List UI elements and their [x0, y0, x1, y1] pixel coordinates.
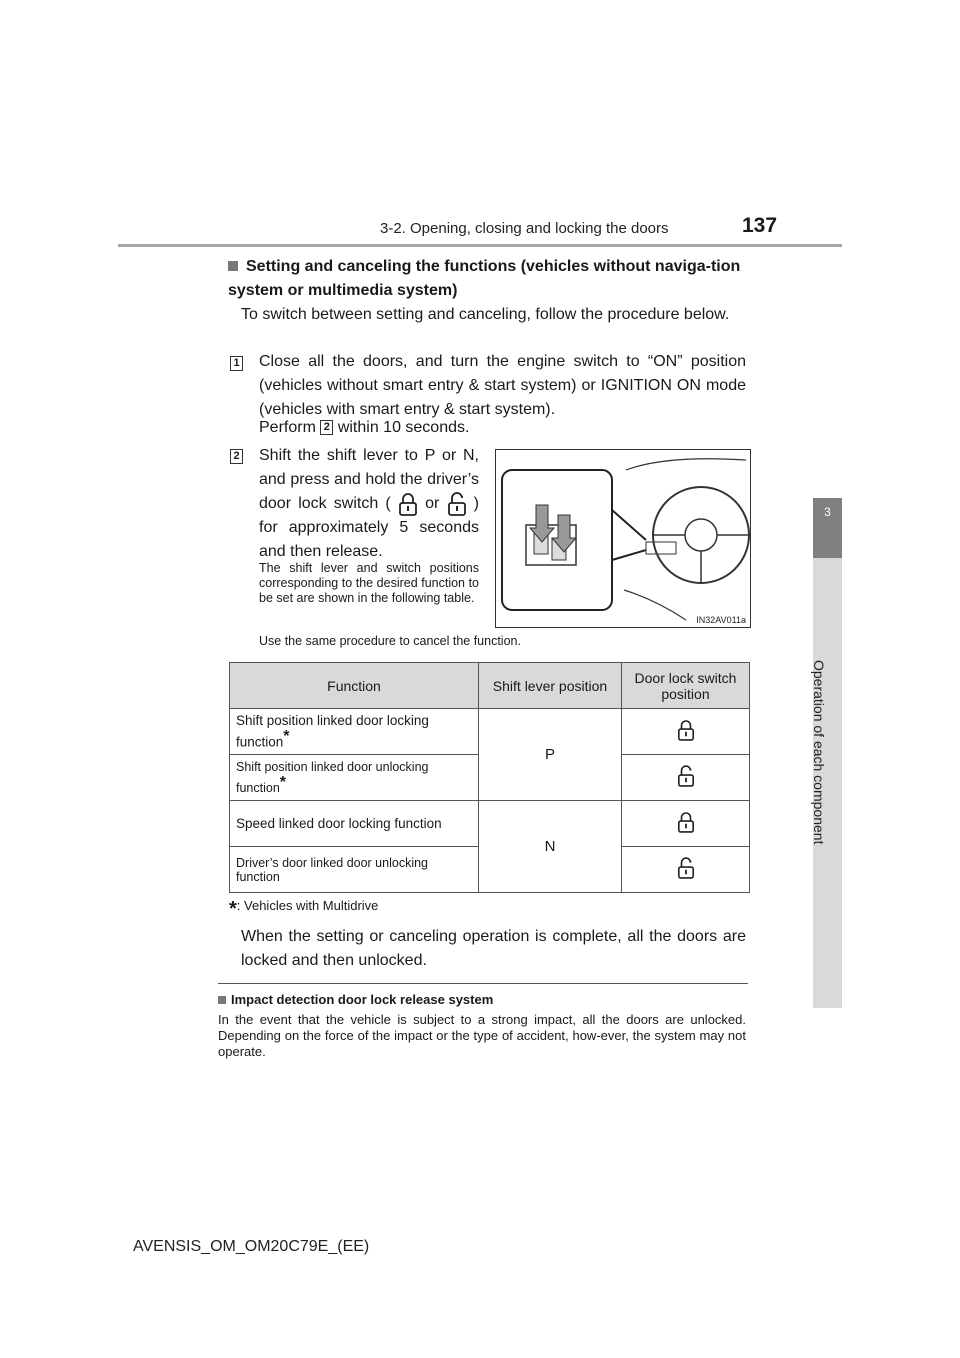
step-2-badge: 2: [230, 449, 243, 464]
shift-cell-n: N: [479, 801, 622, 893]
table-row: [230, 801, 750, 847]
table-header-shift: Shift lever position: [479, 663, 622, 709]
lock-icon: [677, 811, 695, 833]
switch-cell: [622, 709, 750, 755]
function-cell: Driver’s door linked door unlocking function: [230, 847, 479, 893]
lock-icon: [398, 492, 418, 516]
impact-text: In the event that the vehicle is subject to a strong impact, all the doors are unlocked. Depending on the force of the impact or the type of accident, how-ever, the system may not operate.: [218, 1012, 746, 1059]
step-2-note: The shift lever and switch positions corresponding to the desired function to be set are shown in the following table.: [259, 561, 479, 605]
step-1-perform: Perform 2 within 10 seconds.: [259, 419, 470, 436]
switch-cell: [622, 801, 750, 847]
unlock-icon: [447, 492, 467, 516]
function-cell: Shift position linked door locking function*: [230, 709, 479, 755]
impact-heading: Impact detection door lock release system: [218, 992, 493, 1007]
switch-cell: [622, 847, 750, 893]
door-lock-switch-illustration: [495, 449, 751, 628]
function-table: [229, 662, 750, 893]
dashboard-illustration: [496, 450, 750, 627]
intro-paragraph: To switch between setting and canceling, follow the procedure below.: [241, 306, 730, 323]
header-divider: [118, 244, 842, 247]
square-bullet-icon: [218, 996, 226, 1004]
table-row: [230, 709, 750, 755]
section-header-title: 3-2. Opening, closing and locking the doors: [380, 220, 669, 237]
table-header-row: [230, 663, 750, 709]
section-heading: Setting and canceling the functions (vehicles without naviga-tion system or multimedia system): [228, 258, 741, 299]
unlock-icon: [677, 857, 695, 879]
table-header-function: Function: [230, 663, 479, 709]
table-footnote: *: Vehicles with Multidrive: [229, 898, 379, 920]
chapter-tab: 3: [813, 498, 842, 558]
switch-cell: [622, 755, 750, 801]
chapter-label: Operation of each component: [811, 660, 827, 845]
figure-code: IN32AV011a: [696, 615, 746, 625]
page-number: 137: [742, 214, 778, 237]
cancel-note: Use the same procedure to cancel the function.: [259, 634, 521, 648]
shift-cell-p: P: [479, 709, 622, 801]
step-1-text: Close all the doors, and turn the engine switch to “ON” position (vehicles without smart entry & start system) or IGNITION ON mode (vehicles with smart entry & start system).: [259, 353, 746, 418]
unlock-icon: [677, 765, 695, 787]
section-divider: [218, 983, 748, 984]
function-cell: Speed linked door locking function: [230, 801, 479, 847]
step-2-text: Shift the shift lever to P or N, and press and hold the driver’s door lock switch ( or ) for approximately 5 seconds and then release.: [259, 447, 479, 561]
step-2-ref-badge: 2: [320, 420, 333, 435]
lock-icon: [677, 719, 695, 741]
step-1-badge: 1: [230, 356, 243, 371]
function-cell: Shift position linked door unlocking function*: [230, 755, 479, 801]
completion-paragraph: When the setting or canceling operation is complete, all the doors are locked and then unlocked.: [241, 928, 746, 969]
square-bullet-icon: [228, 261, 238, 271]
document-code: AVENSIS_OM_OM20C79E_(EE): [133, 1238, 370, 1255]
table-header-switch: Door lock switch position: [622, 663, 750, 709]
